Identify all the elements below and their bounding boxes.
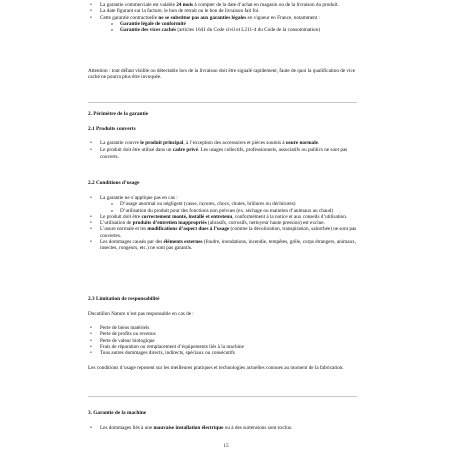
list-item: • Tous autres dommages directs, indirects, spéciaux ou consécutifs (88, 350, 358, 356)
liability-outro: Les conditions d’usage reposent sur les meilleures pratiques et technologies actuelles connues au moment de la fabrication. (88, 365, 344, 371)
list-item: • La date figurant sur la facture, le bon de retrait ou le bon de livraison fait foi. (88, 8, 356, 14)
covered-products-list (88, 140, 358, 160)
divider (88, 396, 357, 397)
attention-note: Attention : tout défaut visible ou détectable lors de la livraison doit être signalé rapidement, faute de quoi la qualification de vice caché ne pourra plus être invoquée. (88, 68, 356, 81)
list-item: o Garantie des vices cachés (articles 1641 du Code civil et L211-4 du Code de la consommation) (110, 27, 356, 33)
machine-warranty-list (88, 425, 363, 431)
list-item: o D’usage anormal ou négligent (casse, rayures, chocs, chutes, brûlures ou déchirures) (110, 201, 358, 207)
liability-intro: Ducatillon Nature n’est pas responsable en cas de : (88, 311, 194, 317)
list-item: • Les dommages causés par des éléments externes (foudre, inondations, incendie, tempêtes, grêle, corps étrangers, animaux, insectes, rongeurs, etc.) ne sont pas garantis. (88, 239, 358, 252)
list-item: • L’usure normale et les modifications d’aspect dues à l’usage (comme la décoloration, transpiration, salorrhée) ne sont pas couvertes. (88, 226, 358, 239)
list-item: • Perte de valeur biologique (88, 338, 358, 344)
exclusions-sublist (110, 201, 358, 214)
list-item: • Perte de biens matériels (88, 325, 358, 331)
list-item: • Cette garantie contractuelle ne se substitue pas aux garanties légales en vigueur en France, notamment : o Garantie légale de conformité o Garantie des vices cachés (articles 1641 du Code civil et L211-4 du Code de la consommation) (88, 15, 356, 34)
list-item: o Garantie légale de conformité (110, 21, 356, 27)
list-item: • Le produit doit être utilisé dans un cadre privé. Les usages collectifs, professionnels, associatifs ou publics ne sont pas couverts. (88, 147, 358, 160)
list-item: • L’utilisation de produits d’entretien inappropriés (abrasifs, corrosifs, nettoyeur haute pression) est exclue. (88, 220, 358, 226)
list-item: • Perte de profits ou revenus (88, 331, 358, 337)
liability-list (88, 325, 358, 356)
subsection-heading: 2.2 Conditions d’usage (88, 180, 140, 186)
subsection-heading: 2.1 Produits couverts (88, 126, 136, 132)
divider (88, 102, 357, 103)
section-heading: 2. Périmètre de la garantie (88, 111, 149, 117)
list-item: o D’utilisation du produit pour des fonctions non prévues (ex. séchage ou maintien d’animaux au chaud) (110, 208, 358, 214)
section-heading: 3. Garantie de la machine (88, 410, 147, 416)
warranty-terms-list (88, 2, 356, 33)
list-item: • Frais de réparation ou remplacement d’équipements liés à la machine (88, 344, 358, 350)
list-item: • Le produit doit être correctement monté, installé et entretenu, conformément à la notice et aux conseils d’utilisation. (88, 214, 358, 220)
subsection-heading: 2.3 Limitation de responsabilité (88, 296, 160, 302)
list-item: • La garantie couvre le produit principal, à l’exception des accessoires et pièces soumis à usure normale. (88, 140, 358, 146)
page-number: 15 (223, 443, 229, 449)
list-item: • La garantie ne s’applique pas en cas : o D’usage anormal ou négligent (casse, rayures, chocs, chutes, brûlures ou déchirures) o D’utilisation du produit pour des fonctions non prévues (ex. séchage ou maintien d’animaux au chaud) (88, 195, 358, 214)
list-item: • Les dommages liés à une mauvaise installation électrique ou à des surtensions sont exclus. (88, 425, 363, 431)
usage-conditions-list (88, 195, 358, 252)
legal-guarantees-list (110, 21, 356, 34)
list-item: • La garantie commerciale est valable 24 mois à compter de la date d’achat en magasin ou de la livraison du produit. (88, 2, 356, 8)
